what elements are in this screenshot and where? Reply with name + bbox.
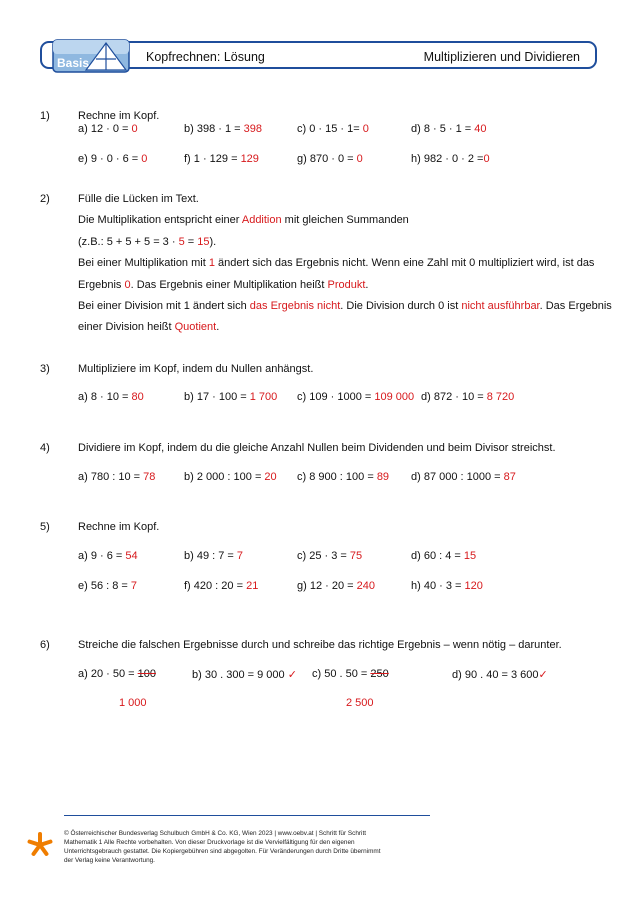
task-1-instruction: Rechne im Kopf.: [78, 110, 160, 122]
task-4-item-c: c) 8 900 : 100 = 89: [297, 471, 390, 483]
task-6-item-a: a) 20 · 50 = 100: [78, 668, 156, 680]
task-1-number: 1): [40, 110, 50, 122]
struck-result: 100: [137, 668, 156, 680]
check-mark-icon: ✓: [538, 668, 548, 681]
basis-logo: [52, 39, 130, 73]
task-1-item-a: a) 12 · 0 = 0: [78, 123, 138, 135]
task-4-instruction: Dividiere im Kopf, indem du die gleiche Anzahl Nullen beim Dividenden und beim Divisor streichst.: [78, 442, 556, 454]
task-3-number: 3): [40, 363, 50, 375]
worksheet-title: Kopfrechnen: Lösung: [146, 50, 265, 64]
task-5-item-e: e) 56 : 8 = 7: [78, 580, 138, 592]
task-1-item-b: b) 398 · 1 = 398: [184, 123, 262, 135]
task-3-item-d: d) 872 · 10 = 8 720: [421, 391, 515, 403]
task-3-item-a: a) 8 · 10 = 80: [78, 391, 144, 403]
task-1-item-h: h) 982 · 0 · 2 =0: [411, 153, 490, 165]
task-5-instruction: Rechne im Kopf.: [78, 521, 160, 533]
task-6-item-c: c) 50 . 50 = 250: [312, 668, 389, 680]
task-4-item-d: d) 87 000 : 1000 = 87: [411, 471, 516, 483]
logo-text: Basis: [57, 56, 90, 70]
task-1-item-d: d) 8 · 5 · 1 = 40: [411, 123, 487, 135]
task-2-line-1: Die Multiplikation entspricht einer Addition mit gleichen Summanden: [78, 214, 409, 226]
task-5-item-f: f) 420 : 20 = 21: [184, 580, 259, 592]
task-2-number: 2): [40, 193, 50, 205]
task-5-item-d: d) 60 : 4 = 15: [411, 550, 477, 562]
struck-result: 250: [370, 668, 389, 680]
task-5-item-g: g) 12 · 20 = 240: [297, 580, 375, 592]
task-5-item-h: h) 40 · 3 = 120: [411, 580, 483, 592]
task-1-item-g: g) 870 · 0 = 0: [297, 153, 363, 165]
check-mark-icon: ✓: [287, 668, 297, 681]
task-1-item-c: c) 0 · 15 · 1= 0: [297, 123, 369, 135]
task-6-number: 6): [40, 639, 50, 651]
task-6-correction-a: 1 000: [119, 697, 147, 709]
task-6-item-d: d) 90 . 40 = 3 600✓: [452, 668, 548, 681]
task-2-line-3: Bei einer Multiplikation mit 1 ändert sich das Ergebnis nicht. Wenn eine Zahl mit 0 multipliziert wird, ist das: [78, 257, 595, 269]
task-2-line-4: Ergebnis 0. Das Ergebnis einer Multiplikation heißt Produkt.: [78, 279, 369, 291]
task-5-item-c: c) 25 · 3 = 75: [297, 550, 363, 562]
task-3-instruction: Multipliziere im Kopf, indem du Nullen anhängst.: [78, 363, 314, 375]
task-1-item-e: e) 9 · 0 · 6 = 0: [78, 153, 148, 165]
task-2-line-6: einer Division heißt Quotient.: [78, 321, 220, 333]
task-4-number: 4): [40, 442, 50, 454]
task-6-instruction: Streiche die falschen Ergebnisse durch und schreibe das richtige Ergebnis – wenn nötig – darunter.: [78, 639, 562, 651]
task-4-item-a: a) 780 : 10 = 78: [78, 471, 156, 483]
worksheet-topic: Multiplizieren und Dividieren: [423, 50, 580, 64]
task-2-line-5: Bei einer Division mit 1 ändert sich das Ergebnis nicht. Die Division durch 0 ist nicht ausführbar. Das Ergebnis: [78, 300, 612, 312]
task-3-item-c: c) 109 · 1000 = 109 000: [297, 391, 415, 403]
task-5-item-a: a) 9 · 6 = 54: [78, 550, 138, 562]
task-1-item-f: f) 1 · 129 = 129: [184, 153, 259, 165]
task-2-line-2: (z.B.: 5 + 5 + 5 = 3 · 5 = 15).: [78, 236, 217, 248]
task-4-item-b: b) 2 000 : 100 = 20: [184, 471, 277, 483]
footer-divider: [64, 815, 430, 816]
task-6-correction-c: 2 500: [346, 697, 374, 709]
task-2-instruction: Fülle die Lücken im Text.: [78, 193, 199, 205]
footer-copyright: © Österreichischer Bundesverlag Schulbuch GmbH & Co. KG, Wien 2023 | www.oebv.at | Schritt für Schritt Mathematik 1 Alle Rechte vorbehalten. Von dieser Druckvorlage ist die Vervielfältigung für den eigenen Unterrichtsgebrauch gestattet. Die Kopiergebühren sind abgegolten. Für Veränderungen durch Dritte übernimmt der Verlag keine Verantwortung.: [64, 830, 381, 864]
task-5-item-b: b) 49 : 7 = 7: [184, 550, 244, 562]
task-6-item-b: b) 30 . 300 = 9 000 ✓: [192, 668, 297, 681]
task-5-number: 5): [40, 521, 50, 533]
publisher-star-icon: [27, 830, 53, 860]
task-3-item-b: b) 17 · 100 = 1 700: [184, 391, 278, 403]
